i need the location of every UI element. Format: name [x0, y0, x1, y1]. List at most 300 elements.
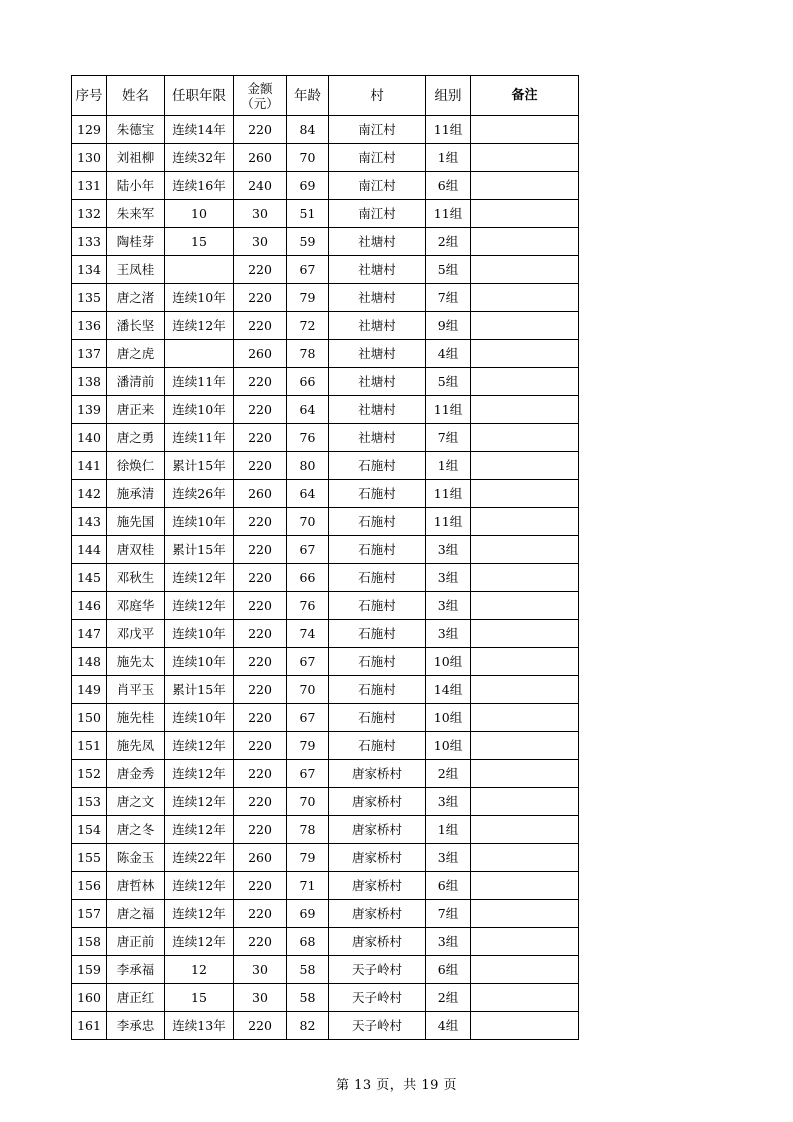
cell-age: 80 [287, 452, 329, 480]
cell-group: 2组 [426, 984, 471, 1012]
cell-note [471, 676, 579, 704]
cell-note [471, 144, 579, 172]
cell-name: 朱德宝 [107, 116, 165, 144]
table-row [72, 480, 579, 508]
cell-tenure [165, 256, 234, 284]
cell-seq: 150 [72, 704, 107, 732]
cell-village: 南江村 [329, 116, 426, 144]
cell-age: 70 [287, 788, 329, 816]
cell-village: 社塘村 [329, 256, 426, 284]
cell-note [471, 256, 579, 284]
cell-tenure: 累计15年 [165, 536, 234, 564]
header-seq: 序号 [72, 76, 107, 116]
cell-age: 64 [287, 480, 329, 508]
cell-age: 58 [287, 984, 329, 1012]
cell-age: 72 [287, 312, 329, 340]
cell-village: 石施村 [329, 452, 426, 480]
cell-village: 唐家桥村 [329, 900, 426, 928]
cell-amount: 30 [234, 956, 287, 984]
cell-note [471, 340, 579, 368]
cell-amount: 30 [234, 984, 287, 1012]
cell-village: 社塘村 [329, 312, 426, 340]
cell-name: 唐正红 [107, 984, 165, 1012]
cell-note [471, 984, 579, 1012]
cell-village: 石施村 [329, 592, 426, 620]
cell-amount: 220 [234, 620, 287, 648]
cell-village: 南江村 [329, 144, 426, 172]
roster-table [71, 75, 579, 1040]
cell-tenure: 连续12年 [165, 872, 234, 900]
table-row [72, 144, 579, 172]
cell-village: 社塘村 [329, 396, 426, 424]
cell-seq: 161 [72, 1012, 107, 1040]
cell-note [471, 1012, 579, 1040]
cell-tenure: 连续12年 [165, 788, 234, 816]
cell-age: 79 [287, 732, 329, 760]
cell-seq: 144 [72, 536, 107, 564]
cell-name: 施先凤 [107, 732, 165, 760]
cell-amount: 240 [234, 172, 287, 200]
cell-group: 10组 [426, 732, 471, 760]
cell-tenure: 连续12年 [165, 732, 234, 760]
cell-group: 4组 [426, 1012, 471, 1040]
cell-name: 施承清 [107, 480, 165, 508]
cell-name: 施先太 [107, 648, 165, 676]
cell-amount: 220 [234, 396, 287, 424]
cell-group: 3组 [426, 564, 471, 592]
header-row [72, 76, 579, 116]
cell-tenure: 15 [165, 984, 234, 1012]
cell-seq: 143 [72, 508, 107, 536]
cell-group: 2组 [426, 228, 471, 256]
cell-age: 82 [287, 1012, 329, 1040]
table-row [72, 312, 579, 340]
table-row [72, 116, 579, 144]
cell-seq: 147 [72, 620, 107, 648]
cell-note [471, 452, 579, 480]
cell-tenure: 连续16年 [165, 172, 234, 200]
cell-seq: 131 [72, 172, 107, 200]
cell-amount: 260 [234, 144, 287, 172]
cell-age: 79 [287, 284, 329, 312]
cell-amount: 220 [234, 900, 287, 928]
cell-age: 76 [287, 424, 329, 452]
cell-age: 66 [287, 368, 329, 396]
cell-tenure: 连续10年 [165, 508, 234, 536]
table-row [72, 648, 579, 676]
cell-note [471, 788, 579, 816]
cell-seq: 160 [72, 984, 107, 1012]
cell-group: 4组 [426, 340, 471, 368]
cell-name: 唐正前 [107, 928, 165, 956]
cell-name: 唐哲林 [107, 872, 165, 900]
cell-note [471, 368, 579, 396]
cell-amount: 260 [234, 480, 287, 508]
table-row [72, 508, 579, 536]
table-row [72, 984, 579, 1012]
cell-amount: 220 [234, 536, 287, 564]
cell-seq: 130 [72, 144, 107, 172]
table-row [72, 200, 579, 228]
cell-age: 68 [287, 928, 329, 956]
cell-age: 67 [287, 760, 329, 788]
cell-group: 11组 [426, 116, 471, 144]
header-note: 备注 [471, 76, 579, 116]
cell-age: 79 [287, 844, 329, 872]
cell-village: 唐家桥村 [329, 872, 426, 900]
cell-note [471, 816, 579, 844]
cell-name: 唐之勇 [107, 424, 165, 452]
cell-group: 6组 [426, 872, 471, 900]
cell-group: 6组 [426, 956, 471, 984]
cell-name: 陆小年 [107, 172, 165, 200]
table-row [72, 928, 579, 956]
cell-age: 66 [287, 564, 329, 592]
cell-amount: 220 [234, 648, 287, 676]
table-row [72, 340, 579, 368]
cell-name: 施先国 [107, 508, 165, 536]
cell-seq: 133 [72, 228, 107, 256]
cell-tenure: 连续12年 [165, 816, 234, 844]
cell-seq: 141 [72, 452, 107, 480]
cell-tenure: 连续10年 [165, 396, 234, 424]
cell-group: 3组 [426, 788, 471, 816]
cell-name: 唐之福 [107, 900, 165, 928]
cell-amount: 220 [234, 564, 287, 592]
cell-name: 肖平玉 [107, 676, 165, 704]
page-footer: 第 13 页，共 19 页 [335, 1078, 458, 1093]
cell-age: 70 [287, 676, 329, 704]
cell-name: 潘清前 [107, 368, 165, 396]
cell-name: 唐正来 [107, 396, 165, 424]
table-row [72, 284, 579, 312]
cell-age: 70 [287, 508, 329, 536]
cell-tenure: 连续12年 [165, 760, 234, 788]
cell-group: 5组 [426, 368, 471, 396]
cell-amount: 220 [234, 312, 287, 340]
cell-age: 78 [287, 816, 329, 844]
cell-group: 3组 [426, 928, 471, 956]
cell-group: 1组 [426, 452, 471, 480]
cell-group: 1组 [426, 144, 471, 172]
table-row [72, 872, 579, 900]
cell-tenure: 连续26年 [165, 480, 234, 508]
cell-age: 70 [287, 144, 329, 172]
cell-age: 76 [287, 592, 329, 620]
cell-group: 10组 [426, 704, 471, 732]
header-village: 村 [329, 76, 426, 116]
cell-age: 69 [287, 900, 329, 928]
cell-group: 6组 [426, 172, 471, 200]
header-tenure: 任职年限 [165, 76, 234, 116]
cell-village: 天子岭村 [329, 1012, 426, 1040]
cell-seq: 140 [72, 424, 107, 452]
cell-seq: 137 [72, 340, 107, 368]
cell-name: 邓秋生 [107, 564, 165, 592]
cell-tenure: 连续10年 [165, 648, 234, 676]
cell-village: 唐家桥村 [329, 844, 426, 872]
cell-village: 南江村 [329, 200, 426, 228]
cell-seq: 148 [72, 648, 107, 676]
cell-seq: 155 [72, 844, 107, 872]
cell-amount: 220 [234, 676, 287, 704]
cell-group: 3组 [426, 844, 471, 872]
cell-seq: 159 [72, 956, 107, 984]
cell-seq: 138 [72, 368, 107, 396]
cell-village: 天子岭村 [329, 984, 426, 1012]
cell-amount: 220 [234, 1012, 287, 1040]
cell-seq: 132 [72, 200, 107, 228]
table-row [72, 788, 579, 816]
cell-name: 李承忠 [107, 1012, 165, 1040]
cell-age: 64 [287, 396, 329, 424]
table-row [72, 228, 579, 256]
cell-age: 58 [287, 956, 329, 984]
cell-tenure: 连续22年 [165, 844, 234, 872]
table-row [72, 368, 579, 396]
cell-tenure: 15 [165, 228, 234, 256]
cell-seq: 134 [72, 256, 107, 284]
cell-group: 5组 [426, 256, 471, 284]
cell-name: 朱来军 [107, 200, 165, 228]
cell-village: 石施村 [329, 480, 426, 508]
cell-note [471, 424, 579, 452]
cell-group: 11组 [426, 480, 471, 508]
cell-note [471, 284, 579, 312]
cell-tenure [165, 340, 234, 368]
cell-name: 潘长坚 [107, 312, 165, 340]
cell-name: 陈金玉 [107, 844, 165, 872]
header-amount-line2: （元） [241, 95, 279, 111]
cell-amount: 220 [234, 368, 287, 396]
cell-group: 7组 [426, 284, 471, 312]
cell-age: 84 [287, 116, 329, 144]
cell-seq: 151 [72, 732, 107, 760]
cell-amount: 220 [234, 284, 287, 312]
cell-tenure: 连续10年 [165, 284, 234, 312]
cell-group: 9组 [426, 312, 471, 340]
cell-amount: 220 [234, 592, 287, 620]
cell-village: 石施村 [329, 732, 426, 760]
cell-village: 石施村 [329, 620, 426, 648]
cell-note [471, 480, 579, 508]
cell-amount: 220 [234, 788, 287, 816]
cell-seq: 142 [72, 480, 107, 508]
cell-tenure: 10 [165, 200, 234, 228]
cell-name: 邓戊平 [107, 620, 165, 648]
table-row [72, 396, 579, 424]
cell-village: 社塘村 [329, 368, 426, 396]
cell-name: 徐焕仁 [107, 452, 165, 480]
cell-seq: 152 [72, 760, 107, 788]
cell-name: 唐双桂 [107, 536, 165, 564]
cell-note [471, 228, 579, 256]
cell-group: 11组 [426, 200, 471, 228]
table-row [72, 676, 579, 704]
cell-age: 67 [287, 648, 329, 676]
cell-name: 施先桂 [107, 704, 165, 732]
cell-seq: 136 [72, 312, 107, 340]
table-row [72, 1012, 579, 1040]
table-row [72, 816, 579, 844]
cell-note [471, 592, 579, 620]
cell-age: 69 [287, 172, 329, 200]
cell-note [471, 508, 579, 536]
table-body [72, 116, 579, 1040]
cell-amount: 220 [234, 816, 287, 844]
cell-seq: 154 [72, 816, 107, 844]
cell-seq: 153 [72, 788, 107, 816]
cell-note [471, 564, 579, 592]
cell-village: 唐家桥村 [329, 816, 426, 844]
cell-village: 唐家桥村 [329, 788, 426, 816]
cell-tenure: 连续12年 [165, 564, 234, 592]
cell-village: 石施村 [329, 704, 426, 732]
cell-note [471, 172, 579, 200]
cell-amount: 30 [234, 200, 287, 228]
cell-village: 石施村 [329, 676, 426, 704]
table-row [72, 592, 579, 620]
table-row [72, 536, 579, 564]
cell-name: 唐之文 [107, 788, 165, 816]
table-row [72, 172, 579, 200]
cell-group: 11组 [426, 508, 471, 536]
table-row [72, 844, 579, 872]
cell-tenure: 连续32年 [165, 144, 234, 172]
cell-group: 2组 [426, 760, 471, 788]
cell-name: 唐金秀 [107, 760, 165, 788]
cell-tenure: 连续10年 [165, 704, 234, 732]
table-row [72, 620, 579, 648]
cell-note [471, 116, 579, 144]
cell-village: 南江村 [329, 172, 426, 200]
cell-village: 石施村 [329, 508, 426, 536]
cell-village: 社塘村 [329, 228, 426, 256]
cell-group: 10组 [426, 648, 471, 676]
cell-age: 78 [287, 340, 329, 368]
table-row [72, 900, 579, 928]
cell-tenure: 连续10年 [165, 620, 234, 648]
cell-amount: 220 [234, 508, 287, 536]
table-row [72, 732, 579, 760]
cell-age: 67 [287, 536, 329, 564]
cell-group: 1组 [426, 816, 471, 844]
cell-note [471, 536, 579, 564]
table-row [72, 256, 579, 284]
cell-note [471, 648, 579, 676]
cell-note [471, 620, 579, 648]
cell-village: 社塘村 [329, 284, 426, 312]
cell-amount: 220 [234, 732, 287, 760]
cell-age: 74 [287, 620, 329, 648]
cell-age: 67 [287, 256, 329, 284]
table-row [72, 452, 579, 480]
cell-village: 石施村 [329, 564, 426, 592]
header-amount-line1: 金额 [247, 80, 273, 96]
table-row [72, 424, 579, 452]
cell-amount: 260 [234, 340, 287, 368]
cell-amount: 260 [234, 844, 287, 872]
cell-amount: 220 [234, 928, 287, 956]
cell-name: 李承福 [107, 956, 165, 984]
header-name: 姓名 [107, 76, 165, 116]
cell-tenure: 累计15年 [165, 676, 234, 704]
cell-group: 14组 [426, 676, 471, 704]
cell-tenure: 累计15年 [165, 452, 234, 480]
cell-tenure: 连续12年 [165, 928, 234, 956]
cell-note [471, 312, 579, 340]
cell-amount: 30 [234, 228, 287, 256]
cell-seq: 158 [72, 928, 107, 956]
cell-age: 67 [287, 704, 329, 732]
cell-village: 天子岭村 [329, 956, 426, 984]
cell-name: 刘祖柳 [107, 144, 165, 172]
cell-seq: 129 [72, 116, 107, 144]
cell-note [471, 732, 579, 760]
cell-tenure: 连续12年 [165, 900, 234, 928]
cell-note [471, 200, 579, 228]
cell-village: 石施村 [329, 536, 426, 564]
cell-seq: 157 [72, 900, 107, 928]
cell-name: 唐之渚 [107, 284, 165, 312]
cell-name: 唐之冬 [107, 816, 165, 844]
cell-note [471, 900, 579, 928]
cell-note [471, 872, 579, 900]
cell-group: 3组 [426, 620, 471, 648]
cell-seq: 146 [72, 592, 107, 620]
header-age: 年龄 [287, 76, 329, 116]
cell-age: 59 [287, 228, 329, 256]
cell-note [471, 956, 579, 984]
cell-amount: 220 [234, 872, 287, 900]
cell-tenure: 连续14年 [165, 116, 234, 144]
cell-village: 唐家桥村 [329, 760, 426, 788]
cell-seq: 156 [72, 872, 107, 900]
cell-tenure: 连续13年 [165, 1012, 234, 1040]
table-header [72, 76, 579, 116]
cell-village: 唐家桥村 [329, 928, 426, 956]
cell-group: 3组 [426, 536, 471, 564]
header-amount [234, 76, 287, 116]
cell-village: 社塘村 [329, 340, 426, 368]
cell-note [471, 928, 579, 956]
cell-amount: 220 [234, 452, 287, 480]
cell-seq: 139 [72, 396, 107, 424]
cell-name: 邓庭华 [107, 592, 165, 620]
cell-group: 11组 [426, 396, 471, 424]
cell-amount: 220 [234, 116, 287, 144]
cell-amount: 220 [234, 256, 287, 284]
cell-tenure: 连续12年 [165, 592, 234, 620]
table-row [72, 564, 579, 592]
table-row [72, 760, 579, 788]
cell-seq: 145 [72, 564, 107, 592]
cell-note [471, 844, 579, 872]
table-row [72, 704, 579, 732]
cell-tenure: 连续11年 [165, 424, 234, 452]
cell-village: 石施村 [329, 648, 426, 676]
cell-tenure: 连续11年 [165, 368, 234, 396]
cell-amount: 220 [234, 704, 287, 732]
cell-seq: 135 [72, 284, 107, 312]
cell-tenure: 12 [165, 956, 234, 984]
cell-name: 唐之虎 [107, 340, 165, 368]
cell-group: 3组 [426, 592, 471, 620]
cell-age: 71 [287, 872, 329, 900]
cell-note [471, 760, 579, 788]
cell-amount: 220 [234, 760, 287, 788]
cell-amount: 220 [234, 424, 287, 452]
